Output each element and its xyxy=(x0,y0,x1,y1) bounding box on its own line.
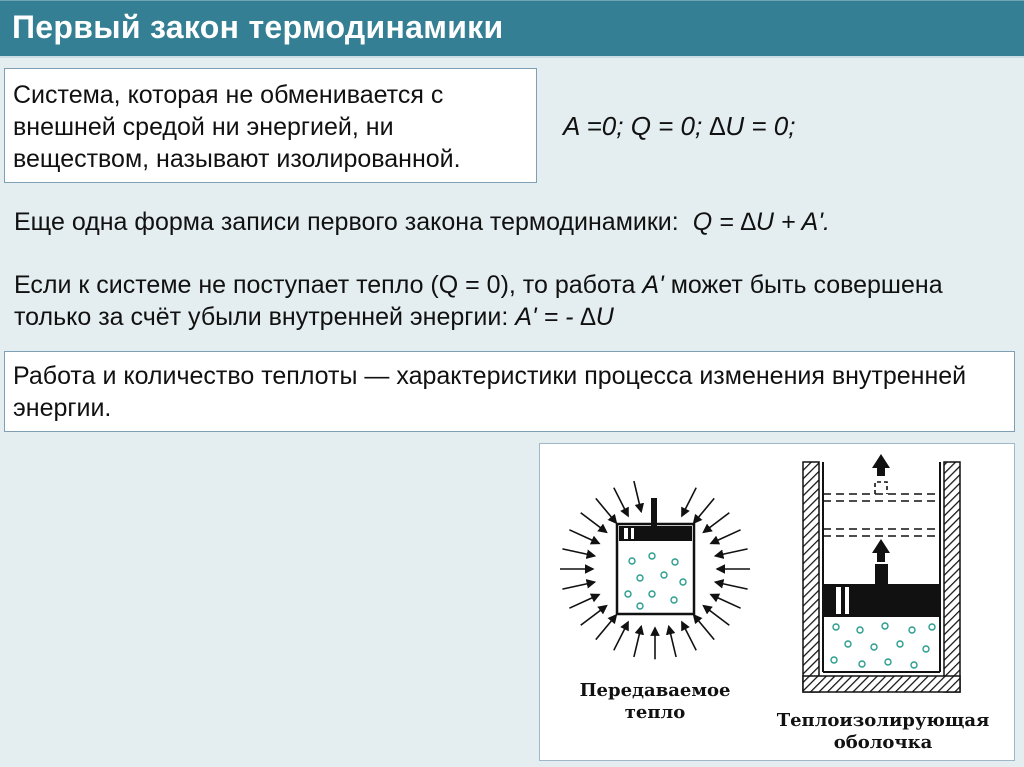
heat-transfer-caption: Передаваемое тепло xyxy=(579,680,731,723)
thermodynamics-figure xyxy=(539,443,1015,761)
work-heat-text: Работа и количество теплоты — характеристики процесса изменения внутренней энергии. xyxy=(13,362,967,422)
alternate-form-line xyxy=(14,206,830,238)
isolated-system-definition: Система, которая не обменивается с внешней средой ни энергией, ни веществом, называют изолированной. xyxy=(13,81,461,173)
heat-ray-arrow xyxy=(711,595,741,609)
heat-ray-arrow xyxy=(596,615,617,640)
heat-ray-arrow xyxy=(562,549,594,556)
slide-header xyxy=(0,0,1024,58)
heat-ray-arrow xyxy=(711,530,741,544)
heat-ray-arrow xyxy=(596,498,617,523)
heat-ray-arrow xyxy=(694,498,715,523)
heat-ray-arrow xyxy=(634,626,641,657)
heat-ray-arrow xyxy=(581,606,607,626)
alternate-form-text: Еще одна форма записи первого закона термодинамики: xyxy=(14,208,679,236)
heat-ray-arrow xyxy=(715,549,747,556)
work-heat-box xyxy=(4,351,1015,432)
heat-ray-arrow xyxy=(569,530,599,544)
isolated-system-formula: A =0; Q = 0; ∆U = 0; xyxy=(563,111,796,141)
no-heat-paragraph xyxy=(14,269,1014,333)
no-heat-a-prime: A' xyxy=(642,271,664,299)
insulated-vessel-icon xyxy=(803,454,960,692)
isolated-system-definition-box xyxy=(4,68,537,183)
heat-ray-arrow xyxy=(682,622,696,650)
heat-ray-arrow xyxy=(715,582,747,589)
heat-ray-arrow xyxy=(614,622,628,650)
heat-ray-arrow xyxy=(669,626,676,657)
insulating-shell-caption: Теплоизолирующая оболочка xyxy=(776,710,990,753)
heat-ray-arrow xyxy=(562,582,594,589)
heat-ray-arrow xyxy=(569,595,599,609)
alternate-form-formula: Q = ∆U + A'. xyxy=(692,208,830,236)
heat-ray-arrow xyxy=(682,488,696,516)
no-heat-text-2: может быть совершена только за счёт убыли внутренней энергии: xyxy=(14,271,943,331)
heat-ray-arrow xyxy=(704,513,730,533)
heat-ray-arrow xyxy=(614,488,628,516)
heat-ray-arrow xyxy=(704,606,730,626)
heat-ray-arrow xyxy=(694,615,715,640)
no-heat-text-1: Если к системе не поступает тепло (Q = 0), то работа xyxy=(14,271,643,299)
no-heat-formula: A' = - ∆U xyxy=(515,303,614,331)
heat-ray-arrow xyxy=(634,481,641,512)
slide-title: Первый закон термодинамики xyxy=(12,9,504,45)
heat-ray-arrow xyxy=(581,513,607,533)
heated-vessel-icon xyxy=(560,481,750,659)
